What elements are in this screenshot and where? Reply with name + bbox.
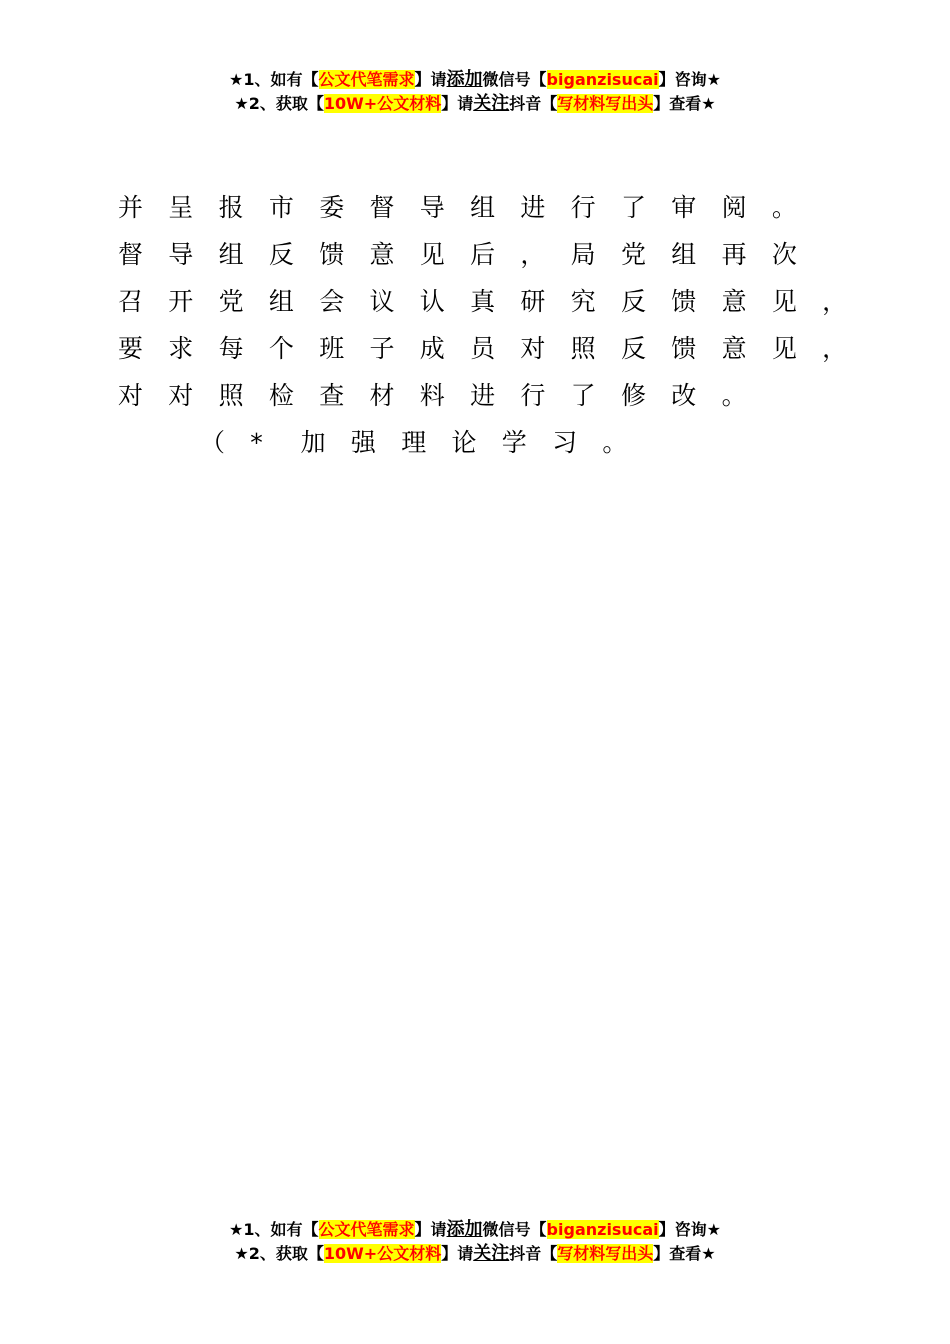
body-line: 要 求 每 个 班 子 成 员 对 照 反 馈 意 见 ， (118, 334, 848, 363)
banner-text: ★2、获取【 (234, 1244, 324, 1263)
banner-text: ★1、如有【 (229, 70, 319, 89)
banner-highlight: biganzisucai (546, 70, 659, 89)
banner-text: 微信号【 (482, 70, 547, 89)
banner-text: ★2、获取【 (234, 94, 324, 113)
banner-line-2 (0, 92, 950, 116)
banner-text: 】请 (441, 1244, 474, 1263)
banner-text: ★1、如有【 (229, 1220, 319, 1239)
banner-underline: 关注 (473, 93, 510, 114)
banner-text: 微信号【 (482, 1220, 547, 1239)
banner-text: 抖音【 (509, 94, 558, 113)
banner-text: 】咨询★ (658, 70, 721, 89)
body-line: （ * 加 强 理 论 学 习 。 (200, 428, 628, 457)
banner-highlight: 写材料写出头 (557, 94, 654, 113)
banner-underline: 关注 (473, 1243, 510, 1264)
banner-highlight: 公文代笔需求 (318, 1220, 415, 1239)
banner-text: 】查看★ (653, 1244, 716, 1263)
body-line: 督 导 组 反 馈 意 见 后 ， 局 党 组 再 次 (118, 240, 797, 269)
banner-text: 】请 (414, 1220, 447, 1239)
banner-text: 】请 (414, 70, 447, 89)
banner-text: 抖音【 (509, 1244, 558, 1263)
banner-highlight: biganzisucai (546, 1220, 659, 1239)
body-line: 并 呈 报 市 委 督 导 组 进 行 了 审 阅 。 (118, 193, 797, 222)
banner-underline: 添加 (446, 69, 483, 90)
banner-line-1 (0, 1218, 950, 1242)
banner-highlight: 写材料写出头 (557, 1244, 654, 1263)
body-line: 召 开 党 组 会 议 认 真 研 究 反 馈 意 见 ， (118, 287, 848, 316)
banner-line-2 (0, 1242, 950, 1266)
banner-underline: 添加 (446, 1219, 483, 1240)
footer-banner (0, 1218, 950, 1266)
banner-highlight: 10W+公文材料 (323, 1244, 442, 1263)
header-banner (0, 68, 950, 116)
body-line: 对 对 照 检 查 材 料 进 行 了 修 改 。 (118, 381, 747, 410)
document-body (118, 184, 878, 466)
banner-text: 】请 (441, 94, 474, 113)
banner-highlight: 公文代笔需求 (318, 70, 415, 89)
banner-text: 】查看★ (653, 94, 716, 113)
banner-line-1 (0, 68, 950, 92)
banner-highlight: 10W+公文材料 (323, 94, 442, 113)
banner-text: 】咨询★ (658, 1220, 721, 1239)
